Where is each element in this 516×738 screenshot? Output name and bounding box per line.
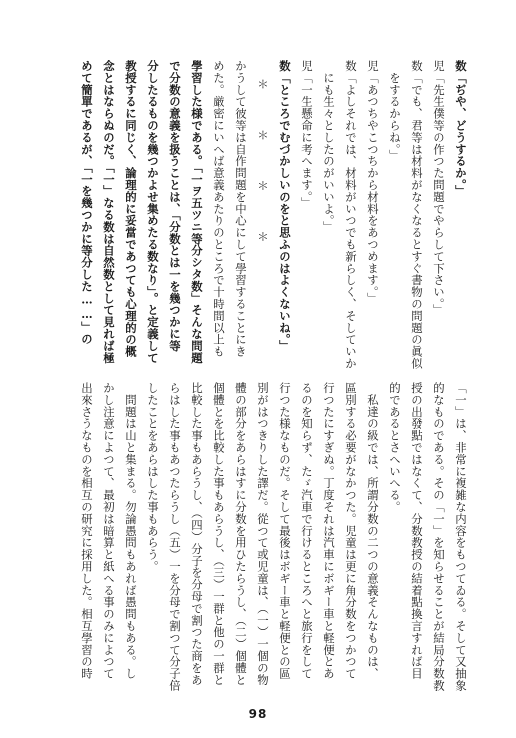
- body-text-section: [58, 382, 472, 700]
- text-line: 分したるものを幾つかよせ集めたる数なり」。と定義して: [146, 60, 160, 364]
- text-line: 的であるとさへいへる。: [388, 382, 402, 513]
- text-line: 念とはならぬのだ。「一」なる数は自然数として見れば極: [102, 60, 116, 364]
- text-line: 行つた様なものだ。そして最後はボギー車と軽便との區: [278, 382, 292, 680]
- text-line: 数「でも、君等は材料がなくなるとすぐ書物の問題の眞似: [410, 60, 424, 370]
- dialogue-section: [58, 60, 472, 372]
- text-line: 學習した様である。「一ヲ五ツニ等分シタ数」そんな問題: [190, 60, 204, 364]
- text-line: 體の部分をあらはすに分数を用ひたらうし、（二）個體と: [234, 382, 248, 686]
- text-line: をするからね。」: [388, 60, 402, 162]
- text-line: 児「一生懸命に考へます。」: [300, 60, 314, 209]
- text-line: 数「よしそれでは、材料がいつでも新らしく、そしていか: [344, 60, 358, 370]
- text-line: 別がはつきりした譯だ。從つて或児童は、（一）一個の物: [256, 382, 270, 686]
- text-line: 問題は山と集まる。勿論愚問もあれば愚問もある。し: [124, 382, 138, 680]
- page-number: 98: [248, 707, 268, 721]
- text-line: 数「ところでむづかしいのをと思ふのはよくないね。」: [278, 60, 292, 352]
- text-line: るのを知らず、たゞ汽車で行けるところへと旅行をして: [300, 382, 314, 680]
- text-line: 出來さうなものを相互の研究に採用した。相互學習の時: [80, 382, 94, 680]
- text-line: 児「あつちやこつちから材料をあつめます。」: [366, 60, 380, 305]
- text-line: 教授するに同じく、論理的に妥當であつても心理的の概: [124, 60, 138, 358]
- text-line: したことをあらはした事もあらう。: [146, 382, 160, 573]
- text-line: めた。厳密にいへば意義あたりのところで十時間以上も: [212, 60, 226, 358]
- text-line: 的なものである。その「一」を知らせることが結局分数教: [432, 382, 446, 692]
- text-line: で分数の意義を扱うことは、「分数とは一を幾つかに等: [168, 60, 182, 352]
- text-line: 區別する必要がなかつた。児童は更に角分数をつかつて: [344, 382, 358, 680]
- text-line: にも生々としたのがいいよ。」: [322, 60, 336, 233]
- text-line: 授の出發點ではなくて、分数教授の結着點換言すれば目: [410, 382, 424, 680]
- text-line: めて簡單であるが、「一を幾つかに等分した……」の: [80, 60, 94, 346]
- text-line: 児「先生僕等の作つた問題でやらして下さい。」: [432, 60, 446, 317]
- text-line: 比較した事もあらうし、（四）分子を分母で割つた商をあ: [190, 382, 204, 686]
- section-break-stars: ＊ ＊ ＊ ＊: [256, 78, 270, 256]
- text-line: らはした事もあつたらうし（五）一を分母で割つて分子倍: [168, 382, 182, 692]
- text-line: 私達の級では、所謂分数の二つの意義そんなものは、: [366, 382, 380, 680]
- text-line: 「一」は、非常に複雑な内容をもつてゐる。そして又抽象: [454, 382, 468, 692]
- text-line: かし注意によつて、最初は暗算と紙へる事のみによつて: [102, 382, 116, 680]
- text-line: 個體とを比較した事もあらうし、（三）一群と他の一群と: [212, 382, 226, 686]
- text-line: かうして彼等は自作問題を中心にして學習することにき: [234, 60, 248, 358]
- text-line: 行つたにすぎぬ。丁度それは汽車にボギー車と軽便とあ: [322, 382, 336, 680]
- text-line: 数「ぢや、どうするか。」: [454, 60, 468, 198]
